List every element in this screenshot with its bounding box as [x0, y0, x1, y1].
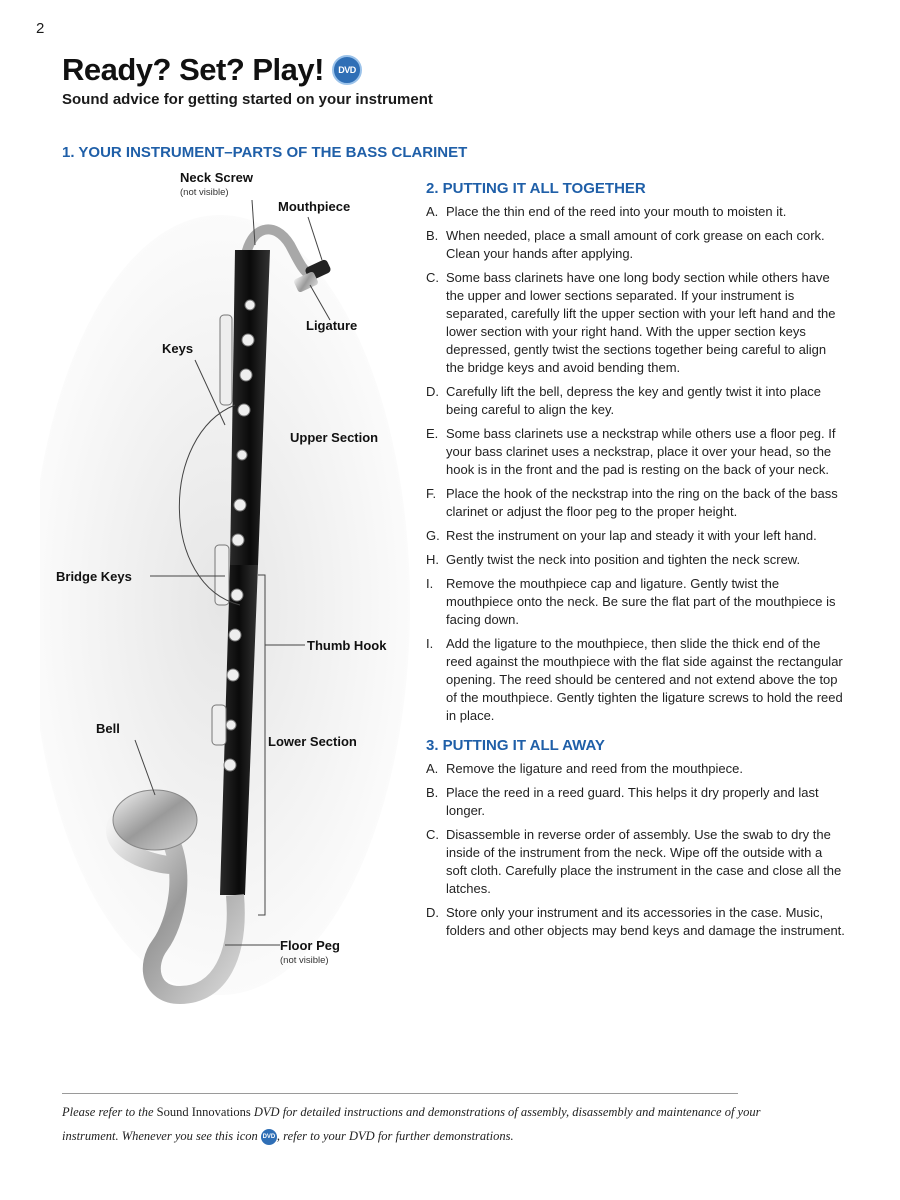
list-item: I. Remove the mouthpiece cap and ligature. Gently twist the mouthpiece onto the neck. Be sure the flat part of the mouthpiece is facing down. — [426, 576, 836, 627]
section-3-heading: 3. PUTTING IT ALL AWAY — [426, 737, 605, 754]
bell-opening — [113, 790, 197, 850]
dvd-icon: DVD — [332, 55, 362, 85]
page-subtitle: Sound advice for getting started on your instrument — [62, 91, 433, 108]
list-item: H. Gently twist the neck into position and tighten the neck screw. — [426, 552, 801, 567]
list-item: B. When needed, place a small amount of cork grease on each cork. Clean your hands after applying. — [426, 228, 825, 261]
label-upper-section: Upper Section — [290, 430, 379, 445]
list-item: D. Store only your instrument and its accessories in the case. Music, folders and other objects may bend keys and damage the instrument. — [426, 905, 845, 938]
brand-name: Sound Innovations — [156, 1105, 251, 1119]
label-bridge-keys: Bridge Keys — [56, 569, 132, 584]
page-title-text: Ready? Set? Play! — [62, 52, 324, 87]
list-item: A. Place the thin end of the reed into your mouth to moisten it. — [426, 204, 787, 219]
list-item: E. Some bass clarinets use a neckstrap while others use a floor peg. If your bass clarinet uses a neckstrap, place it over your head, so the hook is in the front and the pad is resting on the back of your neck. — [426, 426, 836, 477]
list-item: F. Place the hook of the neckstrap into the ring on the back of the bass clarinet or adjust the floor peg to the proper height. — [426, 486, 838, 519]
bass-clarinet-diagram — [40, 165, 420, 1015]
instructions-column — [426, 180, 846, 952]
section-2-heading: 2. PUTTING IT ALL TOGETHER — [426, 180, 646, 197]
page-title — [62, 52, 362, 88]
list-item: C. Disassemble in reverse order of assembly. Use the swab to dry the inside of the instrument from the neck. Wipe off the outside with a soft cloth. Carefully place the instrument in the case and close all the latches. — [426, 827, 842, 896]
list-item: D. Carefully lift the bell, depress the key and gently twist it into place being careful to align the key. — [426, 384, 822, 417]
label-keys: Keys — [162, 341, 194, 356]
note-neck-screw: (not visible) — [180, 187, 229, 198]
list-item: I. Add the ligature to the mouthpiece, then slide the thick end of the reed against the mouthpiece with the flat side against the rectangular opening. The reed should be centered and not extend above the top of the mouthpiece. Gently tighten the ligature screws to hold the reed in place. — [426, 636, 843, 723]
label-neck-screw: Neck Screw — [180, 170, 253, 185]
label-floor-peg: Floor Peg — [280, 938, 340, 953]
section-1-heading: 1. YOUR INSTRUMENT–PARTS OF THE BASS CLARINET — [62, 144, 468, 161]
label-lower-section: Lower Section — [268, 734, 357, 749]
list-item: C. Some bass clarinets have one long body section while others have the upper and lower sections separated. If your instrument is separated, carefully lift the upper section with your left hand and the lower section with your right hand. With the upper section keys depressed, gently twist the sections together being careful to align the bridge keys and avoid bending them. — [426, 270, 836, 375]
dvd-icon-inline: DVD — [261, 1129, 277, 1145]
label-bell: Bell — [96, 721, 120, 736]
bass-clarinet-illustration — [40, 165, 420, 1015]
footer-divider — [62, 1093, 738, 1094]
list-item: G. Rest the instrument on your lap and steady it with your left hand. — [426, 528, 817, 543]
section-3-steps — [426, 760, 846, 940]
label-thumb-hook: Thumb Hook — [307, 638, 387, 653]
section-2-steps — [426, 203, 846, 725]
list-item: B. Place the reed in a reed guard. This helps it dry properly and last longer. — [426, 785, 819, 818]
label-ligature: Ligature — [306, 318, 358, 333]
label-mouthpiece: Mouthpiece — [278, 199, 351, 214]
footer-note: Please refer to the Sound Innovations DVD for detailed instructions and demonstrations of assembly, disassembly and maintenance of your instrument. Whenever you see this icon DVD , refer to your DVD for further demonstrations. — [62, 1100, 762, 1148]
page-number: 2 — [36, 20, 45, 37]
list-item: A. Remove the ligature and reed from the mouthpiece. — [426, 761, 744, 776]
note-floor-peg: (not visible) — [280, 955, 329, 966]
